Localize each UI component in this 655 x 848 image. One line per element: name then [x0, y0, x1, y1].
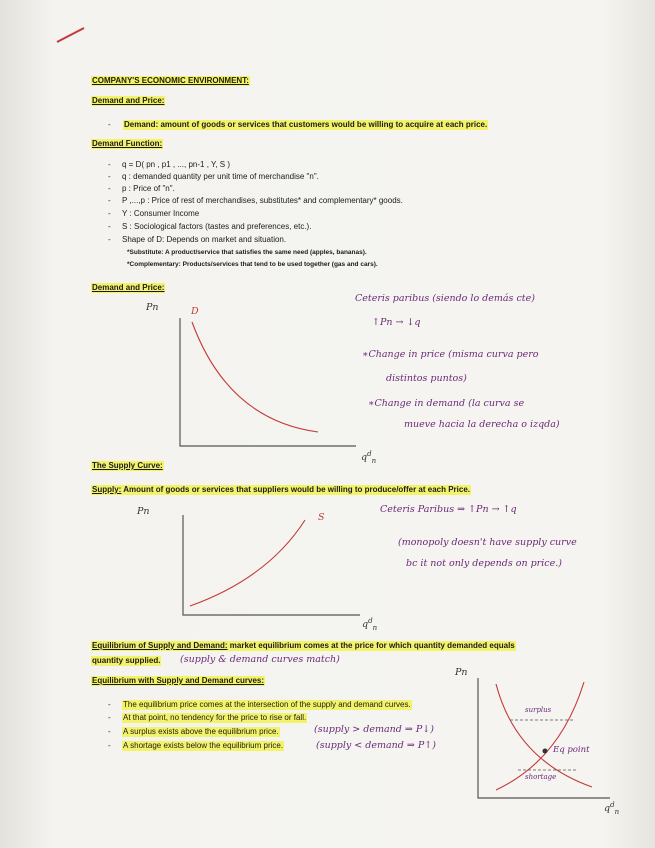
page-title: COMPANY'S ECONOMIC ENVIRONMENT:	[92, 76, 249, 85]
heading-equilibrium-curves: Equilibrium with Supply and Demand curves:	[92, 676, 265, 685]
equilibrium-item: The equilibrium price comes at the intersection of the supply and demand curves.	[123, 700, 411, 709]
equilibrium-hand-item: (supply > demand ⇒ P↓)	[314, 724, 434, 735]
supply-curve	[190, 520, 305, 606]
supply-note: Ceteris Paribus ⇒ ↑Pn → ↑q	[380, 504, 517, 515]
demand-note: mueve hacia la derecha o izqda)	[404, 419, 560, 430]
supply-note: (monopoly doesn't have supply curve	[398, 537, 577, 548]
equilibrium-definition-line1: Equilibrium of Supply and Demand: market equilibrium comes at the price for which quantity demanded equals	[92, 641, 515, 650]
demand-function-item: p : Price of "n".	[122, 184, 175, 193]
demand-y-label: Pn	[146, 302, 159, 313]
supply-graph-axes	[183, 515, 360, 615]
supply-curve-label: S	[318, 512, 325, 523]
demand-function-item: P ,...,p : Price of rest of merchandises, substitutes* and complementary* goods.	[122, 196, 403, 205]
red-pen-mark	[57, 28, 84, 42]
demand-definition: Demand: amount of goods or services that customers would be willing to acquire at each price.	[124, 120, 488, 129]
eq-point-dot	[543, 749, 548, 754]
notes-page: COMPANY'S ECONOMIC ENVIRONMENT: Demand and Price: - Demand: amount of goods or services that customers would be willing to acquire at each price. Demand Function: - q = D( pn , p1 , ..., pn-1 , Y, S ) - q : demanded quantity per unit time of merchandise "n". - p : Price of "n". - P ,...,p : Price of rest of merchandises, substitutes* and complementary* goods. - Y : Consumer Income - S : Sociological factors (tastes and preferences, etc.). - Shape of D: Depends on market and situation. *Substitute: A product/service that satisfies the same need (apples, bananas). *Complementary: Products/services that tend to be used together (gas and cars). Demand and Price: Pn D $q^d_n$ Ceteris paribus (siendo lo demás cte) ↑Pn → ↓q ∗Change in price (misma curva pero distintos puntos) ∗Change in demand (la curva se mueve hacia la derecha o izqda) The Supply Curve: Supply: Amount of goods or services that suppliers would be willing to produce/offer at each Price. Pn S $q^d_n$ Ceteris Paribus ⇒ ↑Pn → ↑q (monopoly doesn't have supply curve bc it not only depends on price.) Equilibrium of Supply and Demand: market equilibrium comes at the price for which quantity demanded equals quantity supplied. (supply & demand curves match) Equilibrium with Supply and Demand curves: - The equilibrium price comes at the intersection of the supply and demand curves. - At that point, no tendency for the price to rise or fall. - A surplus exists above the equilibrium price. (supply > demand ⇒ P↓) - A shortage exists below the equilibrium price. (supply < demand ⇒ P↑) Pn surplus Eq point shortage $q^d_n$	[0, 0, 655, 848]
demand-curve-label: D	[191, 306, 199, 317]
demand-function-item: Shape of D: Depends on market and situation.	[122, 235, 287, 244]
equilibrium-hand-item: (supply < demand ⇒ P↑)	[316, 740, 436, 751]
demand-curve	[192, 322, 318, 432]
demand-graph-axes	[180, 318, 356, 446]
demand-note: ↑Pn → ↓q	[372, 317, 421, 328]
supply-definition: Supply: Amount of goods or services that suppliers would be willing to produce/offer at each Price.	[92, 485, 470, 494]
eq-y-label: Pn	[455, 667, 468, 678]
eq-x-label: $q^d_n$	[604, 801, 620, 817]
demand-note: ∗Change in demand (la curva se	[368, 398, 525, 409]
supply-note: bc it not only depends on price.)	[406, 558, 562, 569]
demand-x-label: $q^d_n$	[361, 450, 377, 466]
substitute-note: *Substitute: A product/service that satisfies the same need (apples, bananas).	[127, 249, 367, 256]
shortage-label: shortage	[525, 773, 557, 781]
heading-supply-curve: The Supply Curve:	[92, 461, 163, 470]
demand-note: ∗Change in price (misma curva pero	[362, 349, 539, 360]
heading-demand-function: Demand Function:	[92, 139, 163, 148]
demand-function-item: q : demanded quantity per unit time of merchandise "n".	[122, 172, 319, 181]
heading-demand-price: Demand and Price:	[92, 96, 165, 105]
equilibrium-hand-note: (supply & demand curves match)	[180, 654, 340, 665]
complementary-note: *Complementary: Products/services that tend to be used together (gas and cars).	[127, 261, 378, 268]
demand-function-item: Y : Consumer Income	[122, 209, 200, 218]
eq-point-label: Eq point	[553, 745, 590, 755]
equilibrium-item: At that point, no tendency for the price to rise or fall.	[123, 713, 307, 722]
demand-function-item: q = D( pn , p1 , ..., pn-1 , Y, S )	[122, 160, 230, 169]
surplus-label: surplus	[525, 706, 552, 714]
supply-x-label: $q^d_n$	[362, 617, 378, 633]
heading-demand-price-2: Demand and Price:	[92, 283, 165, 292]
demand-note: Ceteris paribus (siendo lo demás cte)	[355, 293, 535, 304]
equilibrium-item: A shortage exists below the equilibrium price.	[123, 741, 284, 750]
equilibrium-definition-line2: quantity supplied.	[92, 656, 161, 665]
demand-note: distintos puntos)	[386, 373, 467, 384]
equilibrium-item: A surplus exists above the equilibrium price.	[123, 727, 279, 736]
supply-y-label: Pn	[137, 506, 150, 517]
demand-function-item: S : Sociological factors (tastes and preferences, etc.).	[122, 222, 312, 231]
